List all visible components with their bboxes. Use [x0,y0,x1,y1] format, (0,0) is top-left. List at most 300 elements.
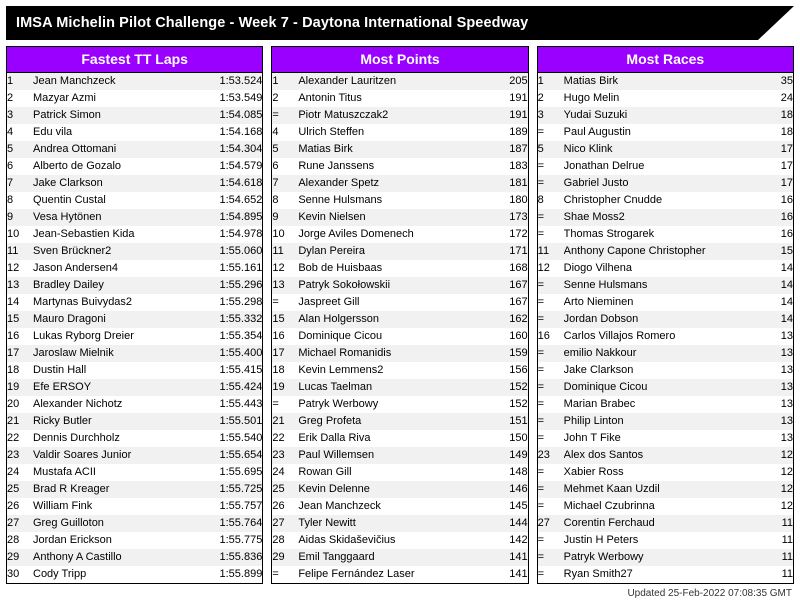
row-value: 14 [780,262,793,274]
row-value: 17 [763,141,793,158]
row-value: 180 [509,194,528,206]
row-position: 9 [272,209,298,226]
row-position: 2 [272,92,279,104]
table-row [538,141,793,158]
row-driver-name: Yudai Suzuki [564,107,763,124]
row-driver-name: Jean Manchzeck [298,500,381,512]
table-row [538,175,793,192]
row-driver-name: Emil Tanggaard [298,549,497,566]
row-driver-name: Patryk Werbowy [298,398,379,410]
row-position: 28 [7,534,20,546]
row-position: = [538,481,564,498]
row-position: 7 [7,175,33,192]
row-position: 6 [7,160,14,172]
table-row [538,566,793,583]
row-position: 23 [7,447,33,464]
row-position: 13 [272,277,298,294]
row-position: 18 [272,364,285,376]
row-position: 16 [7,330,20,342]
table-row [7,430,262,447]
row-driver-name: Philip Linton [564,413,763,430]
table-row [272,345,527,362]
row-value: 141 [509,568,528,580]
row-value: 151 [498,413,528,430]
row-position: 15 [272,311,298,328]
row-position: = [272,398,279,410]
table-row [538,362,793,379]
row-value: 1:55.695 [219,466,263,478]
row-driver-name: Lucas Taelman [298,379,497,396]
table-row [538,481,793,498]
row-position: 27 [538,515,564,532]
row-position: = [537,160,545,172]
row-driver-name: William Fink [33,500,93,512]
row-driver-name: Marian Brabec [563,398,636,410]
table-row [7,124,262,141]
table-row [272,413,527,430]
row-position: = [537,500,545,512]
row-position: 1 [7,73,33,90]
table-row [272,277,527,294]
row-position: 22 [272,432,285,444]
table-row [7,158,262,175]
table-row [538,345,793,362]
row-position: 4 [7,126,14,138]
table-row [272,328,527,345]
row-driver-name: Jaroslaw Mielnik [33,345,210,362]
table-body-most-points [272,73,527,583]
page-header-banner [6,6,794,40]
row-position: = [537,296,545,308]
table-row [272,260,527,277]
row-position: 24 [272,466,285,478]
table-row [272,158,527,175]
row-value: 18 [780,126,793,138]
row-driver-name: Jean-Sebastien Kida [33,228,135,240]
row-value: 1:55.424 [210,379,262,396]
table-row [7,73,262,90]
row-driver-name: emilio Nakkour [564,345,763,362]
row-position: 1 [272,73,298,90]
row-driver-name: Patrick Simon [33,107,210,124]
row-position: 10 [272,228,285,240]
row-driver-name: Valdir Soares Junior [33,447,210,464]
row-position: = [537,568,545,580]
row-driver-name: Anthony Capone Christopher [564,243,763,260]
row-driver-name: Alan Holgersson [298,311,497,328]
row-value: 13 [780,364,793,376]
table-row [272,515,527,532]
table-row [7,413,262,430]
table-row [272,141,527,158]
table-row [7,277,262,294]
row-value: 1:55.757 [219,500,263,512]
row-driver-name: Alberto de Gozalo [33,160,122,172]
row-value: 1:54.085 [210,107,262,124]
row-position: 29 [7,549,33,566]
table-row [538,549,793,566]
row-position: 28 [272,534,285,546]
row-position: 17 [272,345,298,362]
table-row [272,124,527,141]
table-row [272,566,527,583]
row-value: 12 [780,466,793,478]
row-position: 6 [272,160,279,172]
row-position: 25 [7,481,33,498]
table-row [538,464,793,481]
row-value: 17 [763,175,793,192]
row-value: 183 [509,160,528,172]
table-row [7,549,262,566]
updated-timestamp: Updated 25-Feb-2022 07:08:35 GMT [627,588,792,599]
row-value: 11 [781,568,793,580]
table-row [538,209,793,226]
table-row [7,294,262,311]
row-position: = [272,568,279,580]
table-row [7,260,262,277]
table-row [538,107,793,124]
row-driver-name: Jake Clarkson [33,175,210,192]
row-driver-name: Jake Clarkson [563,364,634,376]
table-row [538,396,793,413]
row-driver-name: Paul Willemsen [298,447,497,464]
row-driver-name: Michael Czubrinna [563,500,655,512]
row-value: 1:54.579 [219,160,263,172]
table-row [7,566,262,583]
row-value: 152 [509,398,528,410]
table-row [538,192,793,209]
row-driver-name: Justin H Peters [563,534,639,546]
row-position: 23 [272,447,298,464]
row-value: 156 [509,364,528,376]
table-most-races [538,73,793,583]
row-value: 149 [498,447,528,464]
row-value: 13 [780,398,793,410]
row-driver-name: Dominique Cicou [298,330,383,342]
table-row [272,90,527,107]
table-row [7,481,262,498]
row-driver-name: Hugo Melin [563,92,620,104]
table-row [538,311,793,328]
row-value: 1:55.296 [210,277,262,294]
row-value: 14 [763,277,793,294]
row-value: 1:55.899 [219,568,263,580]
row-driver-name: Alexander Spetz [298,175,497,192]
row-position: 22 [7,432,20,444]
row-value: 142 [509,534,528,546]
row-driver-name: Rune Janssens [298,160,375,172]
row-position: 5 [272,141,298,158]
row-position: = [538,175,564,192]
row-value: 148 [509,466,528,478]
row-value: 162 [498,311,528,328]
row-position: 12 [537,262,550,274]
table-row [538,379,793,396]
row-value: 1:55.415 [219,364,263,376]
table-row [7,243,262,260]
row-value: 1:55.400 [210,345,262,362]
row-value: 1:55.725 [210,481,262,498]
row-driver-name: Andrea Ottomani [33,141,210,158]
row-position: = [272,107,298,124]
table-row [7,464,262,481]
row-position: 7 [272,175,298,192]
row-value: 13 [763,345,793,362]
row-value: 191 [509,92,528,104]
table-fastest-tt-laps [7,73,262,583]
row-value: 168 [509,262,528,274]
row-position: = [538,209,564,226]
row-value: 1:55.775 [219,534,263,546]
row-driver-name: Lukas Ryborg Dreier [33,330,134,342]
row-value: 12 [763,481,793,498]
row-position: = [538,345,564,362]
row-position: 30 [7,568,20,580]
table-row [538,73,793,90]
row-position: 2 [537,92,544,104]
row-position: 5 [7,141,33,158]
table-row [272,243,527,260]
table-row [538,243,793,260]
row-value: 187 [498,141,528,158]
row-value: 172 [509,228,528,240]
row-value: 11 [763,549,793,566]
row-position: = [538,311,564,328]
row-value: 145 [509,500,528,512]
row-position: 14 [7,296,20,308]
table-row [272,294,527,311]
row-position: = [537,398,545,410]
row-position: = [537,364,545,376]
row-position: 16 [272,330,285,342]
row-driver-name: Kevin Lemmens2 [298,364,384,376]
panel-title-fastest-tt-laps: Fastest TT Laps [7,47,262,73]
row-value: 1:55.836 [210,549,262,566]
row-value: 1:55.654 [210,447,262,464]
row-driver-name: Felipe Fernández Laser [298,568,415,580]
row-position: = [538,413,564,430]
row-value: 16 [780,228,793,240]
row-driver-name: Erik Dalla Riva [298,432,371,444]
row-driver-name: Dustin Hall [33,364,87,376]
table-row [272,192,527,209]
row-value: 1:54.895 [210,209,262,226]
row-driver-name: Greg Profeta [298,413,497,430]
row-driver-name: Carlos Villajos Romero [563,330,676,342]
row-driver-name: Edu vila [33,126,73,138]
row-position: 9 [7,209,33,226]
row-value: 13 [763,413,793,430]
row-value: 167 [498,277,528,294]
row-position: 8 [537,194,544,206]
table-row [538,158,793,175]
row-value: 159 [498,345,528,362]
row-driver-name: Kevin Nielsen [298,209,497,226]
row-driver-name: Mustafa ACII [33,466,96,478]
table-row [7,447,262,464]
table-row [272,481,527,498]
row-driver-name: Brad R Kreager [33,481,210,498]
row-value: 1:53.524 [210,73,262,90]
row-position: = [537,432,545,444]
row-value: 14 [763,311,793,328]
row-driver-name: Ricky Butler [33,413,210,430]
row-driver-name: Cody Tripp [33,568,87,580]
row-position: = [272,296,279,308]
page-title: IMSA Michelin Pilot Challenge - Week 7 - Daytona International Speedway [16,15,529,31]
row-position: 27 [7,515,33,532]
banner-corner-notch [758,6,794,40]
row-value: 1:54.618 [210,175,262,192]
row-driver-name: Sven Brückner2 [33,243,210,260]
row-driver-name: Jean Manchzeck [33,73,210,90]
row-position: 4 [272,126,279,138]
row-driver-name: Piotr Matuszczak2 [298,107,497,124]
row-value: 152 [498,379,528,396]
table-row [272,107,527,124]
row-driver-name: Ulrich Steffen [298,126,365,138]
table-row [538,260,793,277]
table-row [538,447,793,464]
table-row [7,175,262,192]
row-position: 10 [7,228,20,240]
row-value: 18 [763,107,793,124]
table-row [7,328,262,345]
table-row [538,430,793,447]
row-driver-name: Senne Hulsmans [564,277,763,294]
row-driver-name: John T Fike [563,432,621,444]
row-driver-name: Dominique Cicou [564,379,763,396]
row-value: 17 [780,160,793,172]
row-driver-name: Aidas Skidaševičius [298,534,396,546]
table-row [538,498,793,515]
row-value: 181 [498,175,528,192]
row-driver-name: Matias Birk [298,141,497,158]
row-value: 14 [780,296,793,308]
row-position: 29 [272,549,298,566]
row-value: 1:55.060 [210,243,262,260]
table-row [272,175,527,192]
row-driver-name: Kevin Delenne [298,481,497,498]
row-driver-name: Thomas Strogarek [563,228,655,240]
row-driver-name: Ryan Smith27 [563,568,633,580]
row-position: 20 [7,398,20,410]
row-position: 13 [7,277,33,294]
row-position: 16 [537,330,550,342]
standings-page [0,6,800,606]
row-value: 1:53.549 [219,92,263,104]
row-driver-name: Senne Hulsmans [298,194,383,206]
table-row [272,447,527,464]
row-position: = [538,549,564,566]
row-driver-name: Shae Moss2 [564,209,763,226]
table-row [272,430,527,447]
row-value: 35 [763,73,793,90]
standings-columns [0,40,800,584]
row-driver-name: Bradley Dailey [33,277,210,294]
row-driver-name: Alexander Nichotz [33,398,123,410]
row-driver-name: Patryk Sokołowskii [298,277,497,294]
row-value: 13 [780,432,793,444]
panel-fastest-tt-laps [6,46,263,584]
table-row [272,311,527,328]
row-driver-name: Arto Nieminen [563,296,634,308]
row-position: = [537,466,545,478]
row-position: 11 [272,243,298,260]
row-value: 12 [763,447,793,464]
row-position: = [537,126,545,138]
row-driver-name: Diogo Vilhena [563,262,632,274]
table-row [7,107,262,124]
row-value: 12 [780,500,793,512]
row-position: 2 [7,92,14,104]
row-position: 12 [7,262,20,274]
row-driver-name: Alex dos Santos [564,447,763,464]
row-driver-name: Mehmet Kaan Uzdil [564,481,763,498]
row-value: 1:55.298 [219,296,263,308]
table-row [272,209,527,226]
table-row [272,532,527,549]
row-position: 23 [538,447,564,464]
row-value: 144 [498,515,528,532]
row-driver-name: Vesa Hytönen [33,209,210,226]
table-body-most-races [538,73,793,583]
row-position: = [537,534,545,546]
table-row [7,345,262,362]
row-position: 21 [272,413,298,430]
row-value: 1:55.540 [219,432,263,444]
row-position: 25 [272,481,298,498]
table-most-points [272,73,527,583]
row-value: 16 [763,209,793,226]
row-driver-name: Tyler Newitt [298,515,497,532]
row-value: 146 [498,481,528,498]
row-value: 1:55.354 [219,330,263,342]
row-position: = [538,277,564,294]
row-position: 27 [272,515,298,532]
row-position: 19 [7,379,33,396]
row-value: 1:54.978 [219,228,263,240]
table-row [538,515,793,532]
row-driver-name: Efe ERSOY [33,379,210,396]
row-value: 15 [763,243,793,260]
row-position: 11 [538,243,564,260]
table-row [7,362,262,379]
row-value: 173 [498,209,528,226]
table-row [272,73,527,90]
panel-most-races [537,46,794,584]
row-position: 18 [7,364,20,376]
row-value: 205 [498,73,528,90]
table-row [7,379,262,396]
row-value: 24 [780,92,793,104]
row-driver-name: Nico Klink [564,141,763,158]
row-driver-name: Jordan Dobson [564,311,763,328]
table-row [7,396,262,413]
row-driver-name: Quentin Custal [33,194,106,206]
row-value: 1:55.161 [219,262,263,274]
row-value: 13 [780,330,793,342]
row-position: = [537,228,545,240]
row-driver-name: Christopher Cnudde [563,194,663,206]
row-value: 160 [509,330,528,342]
row-value: 1:54.652 [219,194,263,206]
row-value: 1:54.168 [219,126,263,138]
row-position: = [538,379,564,396]
table-row [272,226,527,243]
table-row [538,328,793,345]
table-body-fastest-tt-laps [7,73,262,583]
